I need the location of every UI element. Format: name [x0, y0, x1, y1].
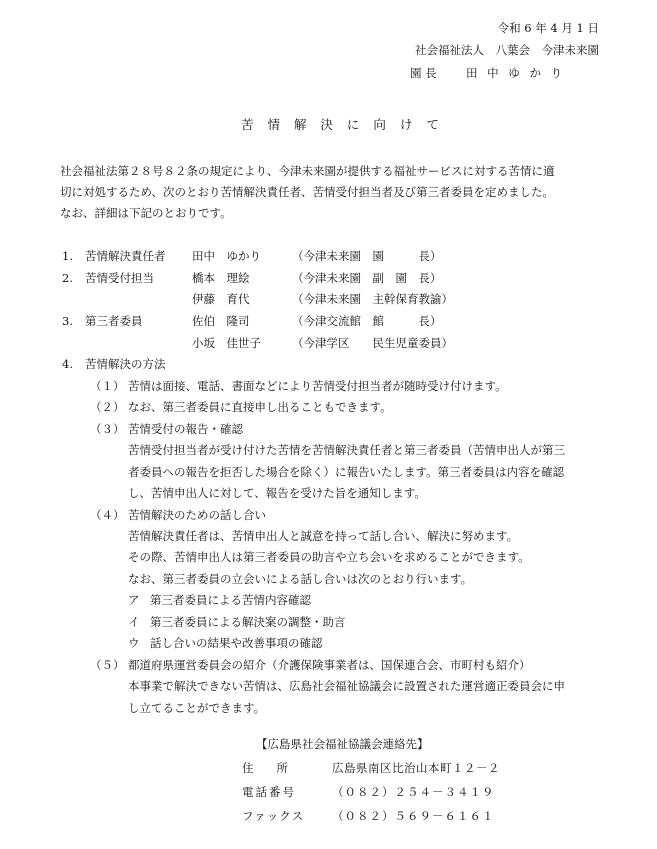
- role-label: 苦情受付担当: [85, 271, 154, 285]
- item-number: （４）: [90, 508, 125, 522]
- role-affiliation: （今津学区 民生児童委員）: [292, 336, 453, 350]
- role-number: 2.: [62, 271, 73, 285]
- item-text: 都道府県運営委員会の紹介（介護保険事業者は、国保連合会、市町村も紹介）: [128, 658, 531, 672]
- item-body-line: し立てることができます。: [128, 701, 266, 715]
- item-text: 苦情受付の報告・確認: [128, 422, 243, 436]
- role-person-name: 田中 ゆかり: [192, 249, 261, 263]
- item-body-line: 本事業で解決できない苦情は、広島社会福祉協議会に設置された運営適正委員会に申: [128, 679, 565, 693]
- document-title: 苦 情 解 決 に 向 け て: [241, 117, 444, 132]
- item-text: なお、第三者委員に直接申し出ることもできます。: [128, 400, 392, 414]
- section-number: 4.: [62, 357, 73, 371]
- contact-phone: （０８２）２５４－３４１９: [332, 785, 495, 799]
- subitem-mark: ア: [128, 593, 140, 607]
- contact-label: 住 所: [242, 761, 288, 775]
- role-label: 苦情解決責任者: [85, 249, 166, 263]
- contact-label: 電話番号: [242, 785, 296, 799]
- subitem-mark: イ: [128, 615, 140, 629]
- role-affiliation: （今津交流館 館 長）: [292, 314, 442, 328]
- item-number: （３）: [90, 422, 125, 436]
- item-body-line: なお、第三者委員の立会いによる話し合いは次のとおり行います。: [128, 572, 473, 586]
- intro-line: 切に対処するため、次のとおり苦情解決責任者、苦情受付担当者及び第三者委員を定めました。: [60, 185, 555, 199]
- role-affiliation: （今津未来園 副 園 長）: [292, 271, 442, 285]
- item-number: （２）: [90, 400, 125, 414]
- role-person-name: 小坂 佳世子: [192, 336, 261, 350]
- item-body-line: 者委員への報告を拒否した場合を除く）に報告いたします。第三者委員は内容を確認: [128, 465, 565, 479]
- role-affiliation: （今津未来園 主幹保育教諭）: [292, 292, 453, 306]
- intro-paragraph: [60, 161, 600, 224]
- item-text: 苦情は面接、電話、書面などにより苦情受付担当者が随時受け付けます。: [128, 379, 507, 393]
- intro-line: 社会福祉法第２８号８２条の規定により、今津未来園が提供する福祉サービスに対する苦情に適: [60, 164, 555, 178]
- role-number: 3.: [62, 314, 73, 328]
- subitem-text: 話し合いの結果や改善事項の確認: [150, 636, 323, 650]
- subitem-text: 第三者委員による解決案の調整・助言: [150, 615, 346, 629]
- item-number: （１）: [90, 379, 125, 393]
- section-heading: 苦情解決の方法: [85, 357, 166, 371]
- item-number: （５）: [90, 658, 125, 672]
- document-date: 令和 6 年 4 月 1 日: [497, 21, 599, 35]
- item-body-line: その際、苦情申出人は第三者委員の助言や立ち会いを求めることができます。: [128, 550, 530, 564]
- contact-label: ファックス: [242, 809, 305, 823]
- subitem-mark: ウ: [128, 636, 140, 650]
- item-body-line: 苦情解決責任者は、苦情申出人と誠意を持って話し合い、解決に努めます。: [128, 529, 519, 543]
- role-person-name: 佐伯 隆司: [192, 314, 250, 328]
- role-number: 1.: [62, 249, 73, 263]
- item-text: 苦情解決のための話し合い: [128, 508, 266, 522]
- contact-address: 広島県南区比治山本町１２－２: [332, 761, 500, 775]
- subitem-text: 第三者委員による苦情内容確認: [150, 593, 311, 607]
- contact-fax: （０８２）５６９－６１６１: [332, 809, 495, 823]
- item-body-line: し、苦情申出人に対して、報告を受けた旨を通知します。: [128, 486, 426, 500]
- director-title: 園 長: [410, 66, 437, 80]
- role-label: 第三者委員: [85, 314, 143, 328]
- role-person-name: 橋本 理絵: [192, 271, 250, 285]
- director-name: 田 中 ゆ か り: [466, 66, 566, 80]
- role-person-name: 伊藤 育代: [192, 292, 250, 306]
- organization-name: 社会福祉法人 八葉会 今津未来園: [415, 43, 599, 57]
- item-body-line: 苦情受付担当者が受け付けた苦情を苦情解決責任者と第三者委員（苦情申出人が第三: [128, 443, 565, 457]
- contact-heading: 【広島県社会福祉協議会連絡先】: [256, 737, 429, 751]
- role-affiliation: （今津未来園 園 長）: [292, 249, 442, 263]
- intro-line: なお、詳細は下記のとおりです。: [60, 206, 232, 220]
